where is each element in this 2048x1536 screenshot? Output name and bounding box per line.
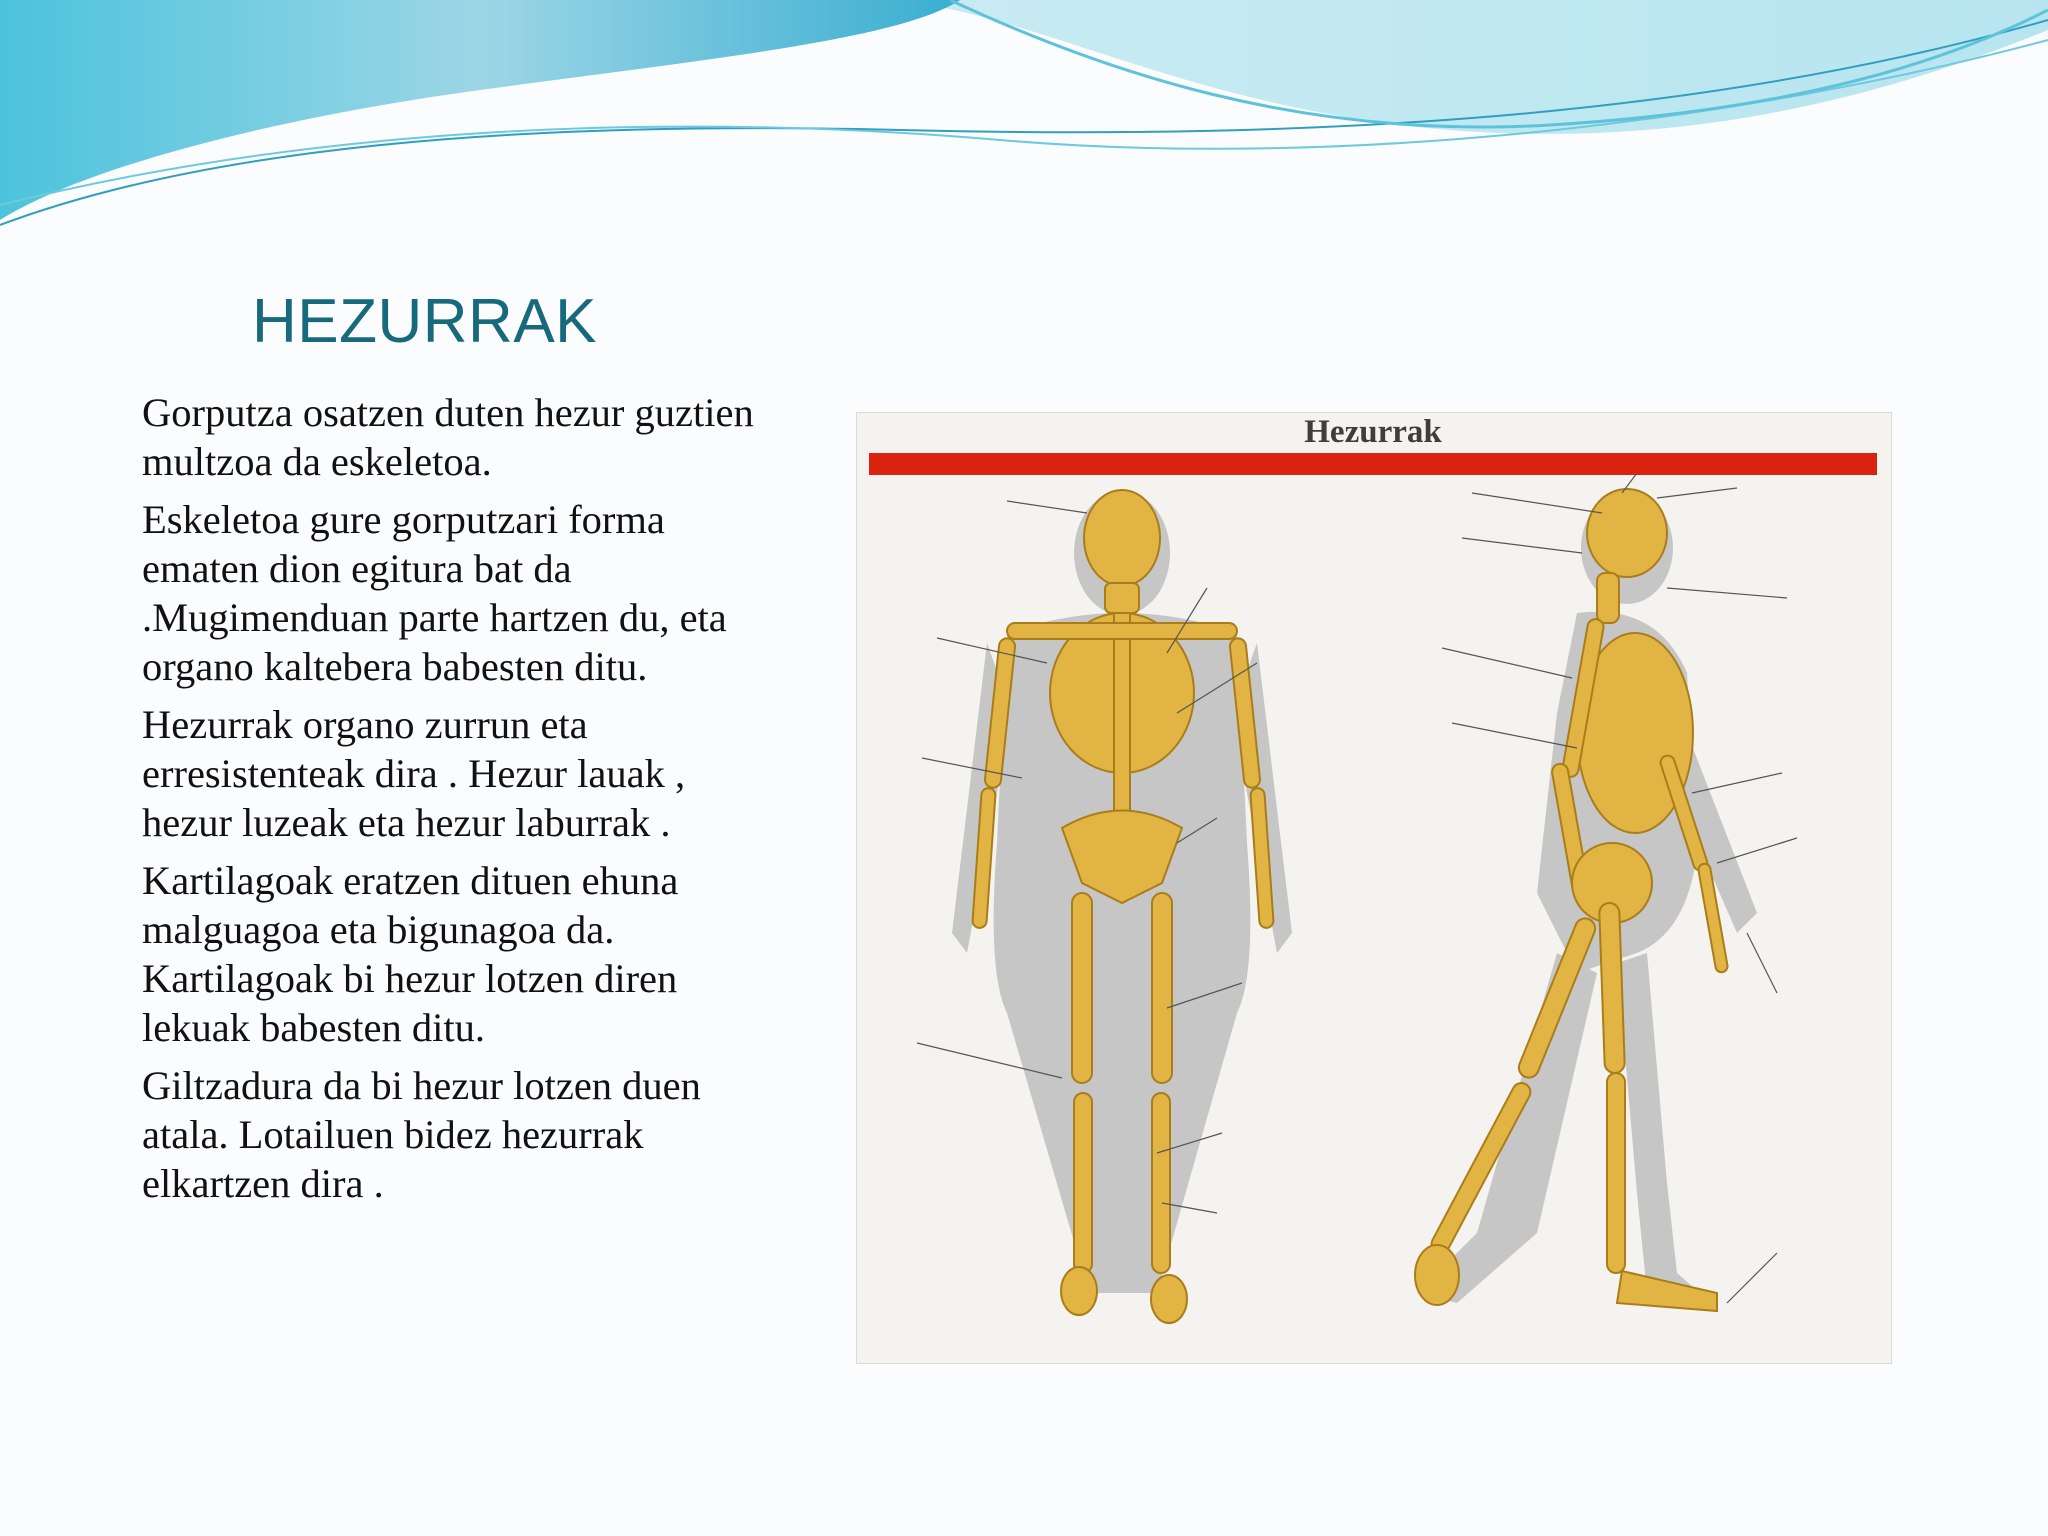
skeleton-illustration xyxy=(857,413,1891,1363)
figure-title-box xyxy=(856,412,1890,452)
slide-title: HEZURRAK xyxy=(252,287,598,356)
paragraph-2: Eskeletoa gure gorputzari forma ematen dion egitura bat da .Mugimenduan parte hartzen du, eta organo kaltebera babesten ditu. xyxy=(142,497,727,689)
paragraph-4: Kartilagoak eratzen dituen ehuna malguagoa eta bigunagoa da. Kartilagoak bi hezur lotzen diren lekuak babesten ditu. xyxy=(142,858,679,1050)
body-text xyxy=(142,388,762,1217)
figure-title: Hezurrak xyxy=(1304,414,1442,450)
header-wave xyxy=(0,0,2048,240)
skeleton-figure xyxy=(856,412,1892,1364)
figure-header-bar xyxy=(869,453,1877,475)
paragraph-3: Hezurrak organo zurrun eta erresistenteak dira . Hezur lauak , hezur luzeak eta hezur laburrak . xyxy=(142,702,686,845)
paragraph-1: Gorputza osatzen duten hezur guztien multzoa da eskeletoa. xyxy=(142,390,754,484)
paragraph-5: Giltzadura da bi hezur lotzen duen atala. Lotailuen bidez hezurrak elkartzen dira . xyxy=(142,1063,701,1206)
